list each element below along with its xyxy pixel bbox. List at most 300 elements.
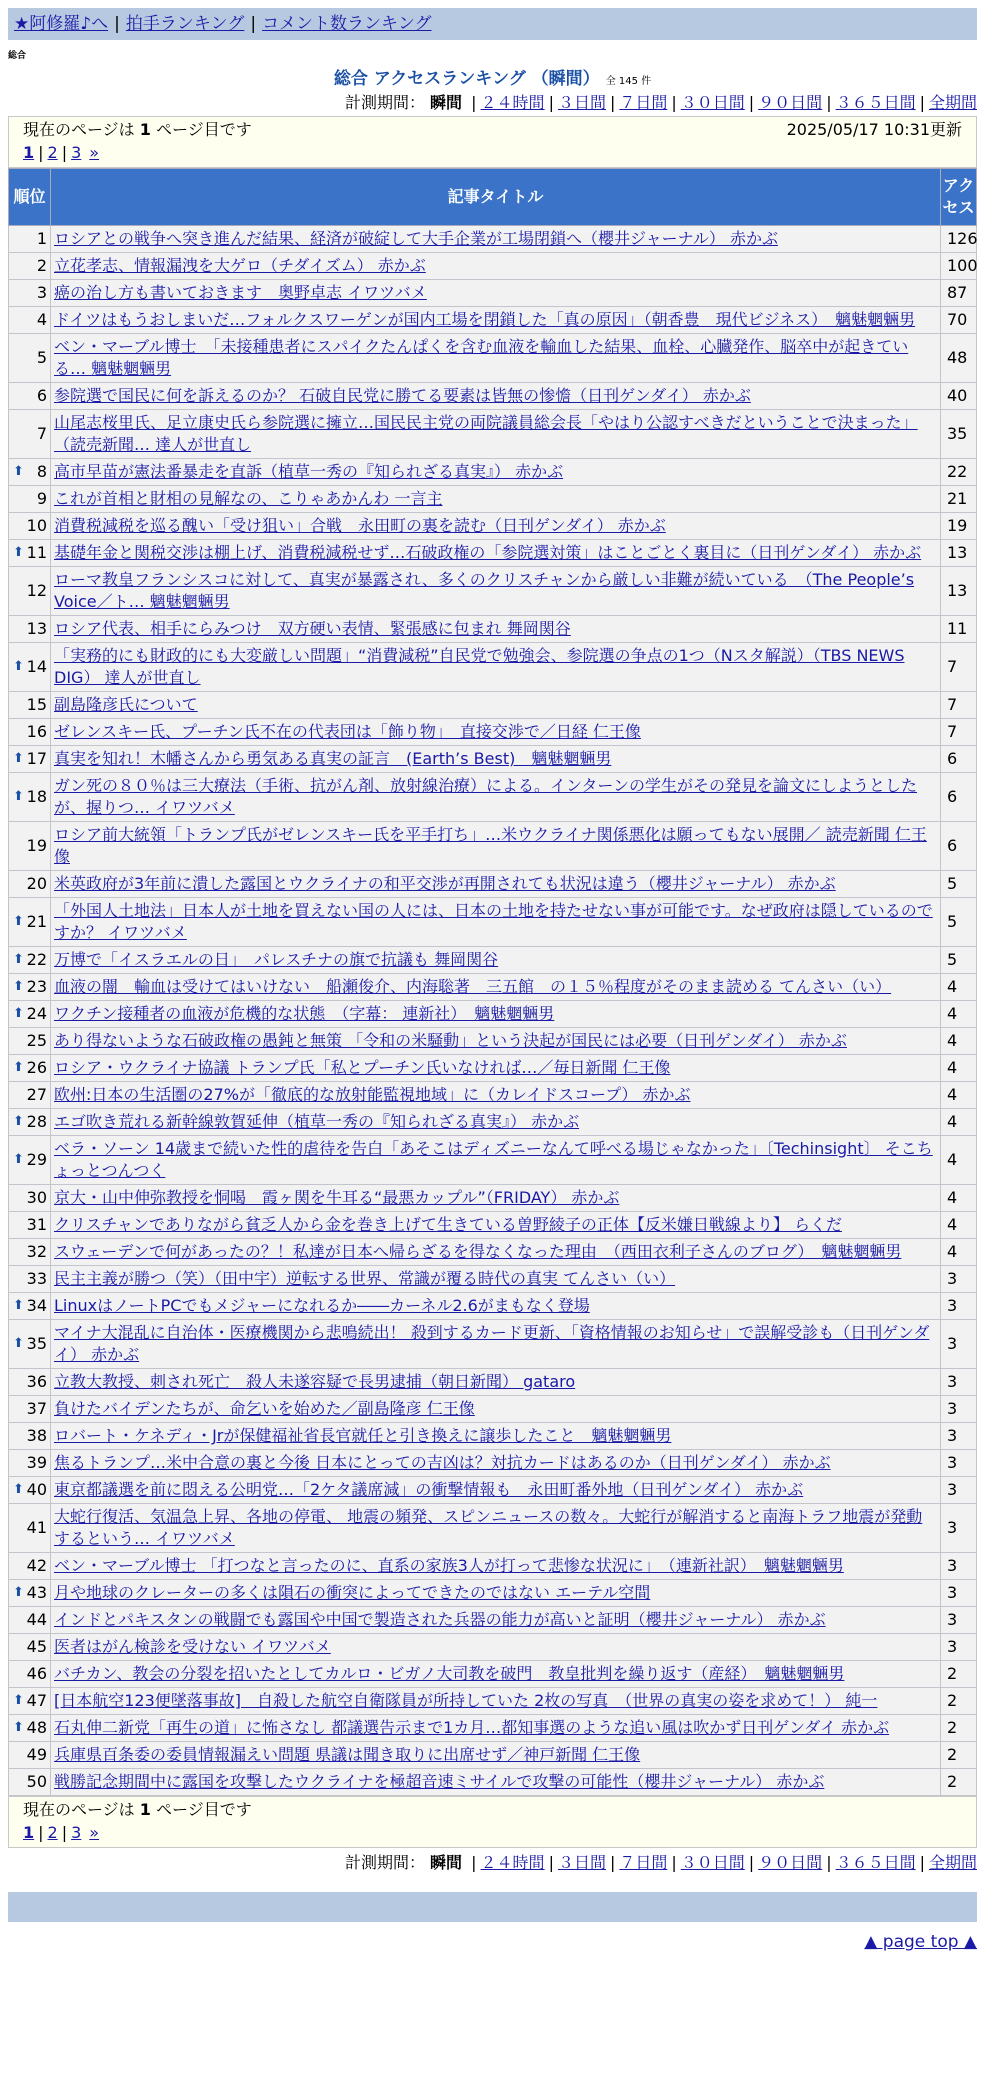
rank-number: 3 [36, 283, 47, 302]
rank-number: 31 [26, 1215, 47, 1234]
period-separator: | [671, 93, 677, 112]
title-cell [51, 898, 941, 947]
rank-number: 28 [26, 1112, 47, 1131]
title-cell [51, 871, 941, 898]
title-cell [51, 513, 941, 540]
up-arrow-icon: ⬆ [13, 914, 24, 929]
table-row [9, 1266, 977, 1293]
rank-cell [9, 746, 51, 773]
table-row [9, 1212, 977, 1239]
title-cell [51, 1109, 941, 1136]
period-separator: | [609, 93, 616, 112]
article-link[interactable]: 真実を知れ！木幡さんから勇気ある真実の証言 (Earth’s Best) 魑魅魍魎男 [54, 749, 612, 768]
title-cell [51, 1266, 941, 1293]
article-link[interactable]: ローマ教皇フランシスコに対して、真実が暴露され、多くのクリスチャンから厳しい非難が続いている （The People’s Voice／ト… 魑魅魍魎男 [54, 570, 915, 611]
table-row [9, 1136, 977, 1185]
up-arrow-icon: ⬆ [13, 1114, 24, 1129]
access-count: 7 [941, 719, 977, 746]
title-cell [51, 226, 941, 253]
access-count: 2 [941, 1688, 977, 1715]
article-link[interactable]: 高市早苗が憲法番暴走を直訴（植草一秀の『知られざる真実』） 赤かぶ [54, 462, 564, 481]
title-cell [51, 643, 941, 692]
up-arrow-icon: ⬆ [13, 1006, 24, 1021]
section-label: 総合 [8, 51, 27, 61]
rank-cell [9, 513, 51, 540]
table-row [9, 643, 977, 692]
rank-number: 45 [26, 1637, 47, 1656]
article-link[interactable]: 癌の治し方も書いておきます 奥野卓志 イワツバメ [54, 283, 427, 302]
title-cell [51, 410, 941, 459]
up-arrow-icon: ⬆ [13, 1298, 24, 1313]
title-cell [51, 1450, 941, 1477]
rank-number: 44 [26, 1610, 47, 1629]
page-link[interactable]: 2 [47, 1823, 58, 1842]
title-cell [51, 1136, 941, 1185]
title-cell [51, 1715, 941, 1742]
rank-number: 38 [26, 1426, 47, 1445]
rank-cell [9, 1661, 51, 1688]
article-link[interactable]: 大蛇行復活、気温急上昇、各地の停電、 地震の頻発、スピンニュースの数々。大蛇行が解消すると南海トラフ地震が発動するという… イワツバメ [54, 1507, 923, 1548]
article-link[interactable]: 戦勝記念期間中に露国を攻撃したウクライナを極超音速ミサイルで攻撃の可能性（櫻井ジャーナル） 赤かぶ [54, 1772, 825, 1791]
rank-number: 20 [26, 874, 47, 893]
rank-cell [9, 1607, 51, 1634]
article-link[interactable]: ベラ・ソーン 14歳まで続いた性的虐待を告白「あそこはディズニーなんて呼べる場じゃなかった」〔Techinsight〕 そこちょっとつんつく [54, 1139, 933, 1180]
rank-number: 5 [36, 348, 47, 367]
table-row [9, 1109, 977, 1136]
rank-cell [9, 567, 51, 616]
table-row [9, 1607, 977, 1634]
rank-cell [9, 1396, 51, 1423]
access-count: 2 [941, 1742, 977, 1769]
rank-number: 22 [26, 950, 47, 969]
article-link[interactable]: ロシア代表、相手にらみつけ 双方硬い表情、緊張感に包まれ 舞岡関谷 [54, 619, 571, 638]
article-link[interactable]: 消費税減税を巡る醜い「受け狙い」合戦 永田町の裏を読む（日刊ゲンダイ） 赤かぶ [54, 516, 666, 535]
period-link[interactable]: 全期間 [928, 1853, 977, 1872]
rank-cell [9, 410, 51, 459]
title-cell [51, 253, 941, 280]
table-row [9, 307, 977, 334]
access-count: 40 [941, 383, 977, 410]
page-top-link[interactable]: ▲ page top ▲ [864, 1932, 977, 1952]
rank-cell [9, 1055, 51, 1082]
period-separator: | [609, 1853, 616, 1872]
rank-number: 6 [36, 386, 47, 405]
table-row [9, 383, 977, 410]
period-link[interactable]: ３６５日間 [835, 1853, 916, 1872]
access-count: 4 [941, 1055, 977, 1082]
access-count: 3 [941, 1320, 977, 1369]
rank-cell [9, 307, 51, 334]
rank-number: 41 [26, 1518, 47, 1537]
page-links [23, 141, 962, 165]
rank-cell [9, 1212, 51, 1239]
title-cell [51, 334, 941, 383]
rank-cell [9, 692, 51, 719]
access-count: 100 [941, 253, 977, 280]
table-row [9, 280, 977, 307]
rank-cell [9, 1688, 51, 1715]
article-link[interactable]: 副島隆彦氏について [54, 695, 198, 714]
period-current: 瞬間 [430, 93, 463, 112]
title-cell [51, 1580, 941, 1607]
article-link[interactable]: 基礎年金と関税交渉は棚上げ、消費税減税せず…石破政権の「参院選対策」はことごとく裏目に（日刊ゲンダイ） 赤かぶ [54, 543, 922, 562]
period-separator: | [548, 1853, 554, 1872]
article-link[interactable]: LinuxはノートPCでもメジャーになれるか――カーネル2.6がまもなく登場 [54, 1296, 590, 1315]
period-link[interactable]: ３６５日間 [835, 93, 916, 112]
article-link[interactable]: あり得ないような石破政権の愚鈍と無策 「令和の米騒動」という決起が国民には必要（日刊ゲンダイ） 赤かぶ [54, 1031, 847, 1050]
article-link[interactable]: 米英政府が3年前に潰した露国とウクライナの和平交渉が再開されても状況は違う（櫻井ジャーナル） 赤かぶ [54, 874, 836, 893]
rank-number: 14 [26, 657, 47, 676]
rank-number: 8 [36, 462, 47, 481]
title-cell [51, 1001, 941, 1028]
rank-number: 32 [26, 1242, 47, 1261]
rank-number: 42 [26, 1556, 47, 1575]
rank-cell [9, 719, 51, 746]
page-link[interactable]: 3 [71, 1823, 82, 1842]
page-status: 現在のページは 1 ページ目です [23, 120, 252, 139]
rank-number: 2 [36, 256, 47, 275]
title-cell [51, 280, 941, 307]
title-cell [51, 1477, 941, 1504]
up-arrow-icon: ⬆ [13, 659, 24, 674]
nav-link-comment-ranking[interactable]: コメント数ランキング [262, 14, 432, 34]
article-link[interactable]: バチカン、教会の分裂を招いたとしてカルロ・ビガノ大司教を破門 教皇批判を繰り返す（産経） 魑魅魍魎男 [54, 1664, 845, 1683]
period-link[interactable]: ３日間 [557, 93, 606, 112]
table-row [9, 1082, 977, 1109]
access-count: 87 [941, 280, 977, 307]
page-link[interactable]: 3 [71, 143, 82, 162]
rank-number: 11 [26, 543, 47, 562]
table-row [9, 1055, 977, 1082]
rank-cell [9, 947, 51, 974]
rank-number: 50 [26, 1772, 47, 1791]
article-link[interactable]: 京大・山中伸弥教授を恫喝 霞ヶ関を牛耳る“最悪カップル”（FRIDAY） 赤かぶ [54, 1188, 620, 1207]
access-count: 2 [941, 1715, 977, 1742]
rank-cell [9, 1634, 51, 1661]
access-count: 6 [941, 773, 977, 822]
table-row [9, 871, 977, 898]
next-page-link[interactable]: » [89, 1823, 100, 1842]
article-link[interactable]: 立花孝志、情報漏洩を大ゲロ（チダイズム） 赤かぶ [54, 256, 426, 275]
article-link[interactable]: 石丸伸二新党「再生の道」に怖さなし 都議選告示まで1カ月…都知事選のような追い風は吹かず日刊ゲンダイ 赤かぶ [54, 1718, 890, 1737]
rank-cell [9, 1580, 51, 1607]
article-link[interactable]: ロシア前大統領「トランプ氏がゼレンスキー氏を平手打ち」…米ウクライナ関係悪化は願ってもない展開／ 読売新聞 仁王像 [54, 825, 927, 866]
article-link[interactable]: ロシア・ウクライナ協議 トランプ氏「私とプーチン氏いなければ…／毎日新聞 仁王像 [54, 1058, 671, 1077]
access-count: 48 [941, 334, 977, 383]
up-arrow-icon: ⬆ [13, 1152, 24, 1167]
period-link[interactable]: ９０日間 [758, 93, 823, 112]
title-cell [51, 1553, 941, 1580]
table-row [9, 1293, 977, 1320]
title-cell [51, 1769, 941, 1796]
title-cell [51, 1185, 941, 1212]
bottom-bar [8, 1892, 977, 1922]
article-link[interactable]: 民主主義が勝つ（笑）（田中宇）逆転する世界、常識が覆る時代の真実 てんさい（い） [54, 1269, 676, 1288]
title-cell [51, 1742, 941, 1769]
rank-cell [9, 280, 51, 307]
access-count: 22 [941, 459, 977, 486]
article-link[interactable]: [日本航空123便墜落事故] 自殺した航空自衛隊員が所持していた 2枚の写真 （世界の真実の姿を求めて！） 純一 [54, 1691, 878, 1710]
article-link[interactable]: クリスチャンでありながら貧乏人から金を巻き上げて生きている曽野綾子の正体【反米嫌日戦線より】 らくだ [54, 1215, 842, 1234]
rank-number: 1 [36, 229, 47, 248]
title-cell [51, 383, 941, 410]
article-link[interactable]: ロバート・ケネディ・Jrが保健福祉省長官就任と引き換えに譲歩したこと 魑魅魍魎男 [54, 1426, 672, 1445]
page-link[interactable]: 1 [23, 143, 35, 162]
title-cell [51, 1607, 941, 1634]
next-page-link[interactable]: » [89, 143, 100, 162]
access-count: 3 [941, 1369, 977, 1396]
up-arrow-icon: ⬆ [13, 545, 24, 560]
rank-cell [9, 383, 51, 410]
table-row [9, 226, 977, 253]
table-row [9, 1396, 977, 1423]
up-arrow-icon: ⬆ [13, 1482, 24, 1497]
rank-cell [9, 1239, 51, 1266]
title-cell [51, 1239, 941, 1266]
access-count: 6 [941, 822, 977, 871]
access-count: 13 [941, 567, 977, 616]
table-row [9, 773, 977, 822]
article-link[interactable]: インドとパキスタンの戦闘でも露国や中国で製造された兵器の能力が高いと証明（櫻井ジャーナル） 赤かぶ [54, 1610, 826, 1629]
access-count: 7 [941, 692, 977, 719]
title-cell [51, 1634, 941, 1661]
table-header-row [9, 169, 977, 226]
pager-top [8, 116, 977, 168]
ranking-table [8, 168, 977, 1796]
title-cell [51, 1082, 941, 1109]
table-row [9, 1239, 977, 1266]
title-cell [51, 692, 941, 719]
period-separator: | [919, 93, 925, 112]
title-cell [51, 486, 941, 513]
period-separator: | [748, 1853, 755, 1872]
period-link[interactable]: ２４時間 [480, 93, 545, 112]
access-count: 3 [941, 1607, 977, 1634]
article-link[interactable]: 血液の闇 輸血は受けてはいけない 船瀬俊介、内海聡著 三五館 の１５％程度がそのまま読める てんさい（い） [54, 977, 892, 996]
table-row [9, 513, 977, 540]
title-cell [51, 1688, 941, 1715]
article-link[interactable]: エゴ吹き荒れる新幹線敦賀延伸（植草一秀の『知られざる真実』） 赤かぶ [54, 1112, 580, 1131]
article-link[interactable]: 「外国人土地法」日本人が土地を買えない国の人には、日本の土地を持たせない事が可能です。なぜ政府は隠しているのですか？ イワツバメ [54, 901, 933, 942]
table-row [9, 974, 977, 1001]
access-count: 4 [941, 1136, 977, 1185]
table-row [9, 1688, 977, 1715]
pager-bottom [8, 1796, 977, 1848]
access-count: 4 [941, 1239, 977, 1266]
article-link[interactable]: 立教大教授、刺され死亡 殺人未遂容疑で長男逮捕（朝日新聞） gataro [54, 1372, 576, 1391]
access-count: 3 [941, 1634, 977, 1661]
rank-number: 9 [36, 489, 47, 508]
title-cell [51, 947, 941, 974]
title-cell [51, 1423, 941, 1450]
period-link[interactable]: ３０日間 [680, 1853, 745, 1872]
article-link[interactable]: 医者はがん検診を受けない イワツバメ [54, 1637, 331, 1656]
period-link[interactable]: ９０日間 [758, 1853, 823, 1872]
table-row [9, 486, 977, 513]
article-link[interactable]: スウェーデンで何があったの？！私達が日本へ帰らざるを得なくなった理由 （西田衣利子さんのブログ） 魑魅魍魎男 [54, 1242, 902, 1261]
rank-number: 27 [26, 1085, 47, 1104]
table-row [9, 898, 977, 947]
article-link[interactable]: 「実務的にも財政的にも大変厳しい問題」“消費減税”自民党で勉強会、参院選の争点の1つ（Nスタ解説）（TBS NEWS DIG） 達人が世直し [54, 646, 905, 687]
rank-number: 46 [26, 1664, 47, 1683]
rank-cell [9, 334, 51, 383]
access-count: 3 [941, 1477, 977, 1504]
rank-number: 40 [26, 1480, 47, 1499]
rank-number: 21 [26, 912, 47, 931]
page-separator: | [38, 1823, 44, 1842]
rank-number: 47 [26, 1691, 47, 1710]
access-count: 19 [941, 513, 977, 540]
access-count: 3 [941, 1450, 977, 1477]
rank-cell [9, 1450, 51, 1477]
article-link[interactable]: 焦るトランプ…米中合意の裏と今後 日本にとっての吉凶は？対抗カードはあるのか（日刊ゲンダイ） 赤かぶ [54, 1453, 831, 1472]
period-link[interactable]: ３０日間 [680, 93, 745, 112]
article-link[interactable]: ゼレンスキー氏、プーチン氏不在の代表団は「飾り物」 直接交渉で／日経 仁王像 [54, 722, 641, 741]
up-arrow-icon: ⬆ [13, 1720, 24, 1735]
period-separator: | [919, 1853, 925, 1872]
table-row [9, 746, 977, 773]
table-row [9, 1742, 977, 1769]
title-cell [51, 307, 941, 334]
title-cell [51, 746, 941, 773]
article-link[interactable]: マイナ大混乱に自治体・医療機関から悲鳴続出！ 殺到するカード更新、「資格情報のお知らせ」で誤解受診も（日刊ゲンダイ） 赤かぶ [54, 1323, 930, 1364]
up-arrow-icon: ⬆ [13, 1060, 24, 1075]
access-count: 3 [941, 1553, 977, 1580]
article-link[interactable]: 欧州:日本の生活圏の27%が「徹底的な放射能監視地域」に（カレイドスコープ） 赤かぶ [54, 1085, 691, 1104]
rank-number: 24 [26, 1004, 47, 1023]
period-separator: | [826, 93, 832, 112]
access-count: 4 [941, 1028, 977, 1055]
total-count: 全 145 件 [605, 76, 652, 87]
rank-cell [9, 226, 51, 253]
rank-cell [9, 540, 51, 567]
page-link[interactable]: 1 [23, 1823, 35, 1842]
table-row [9, 692, 977, 719]
article-link[interactable]: ロシアとの戦争へ突き進んだ結果、経済が破綻して大手企業が工場閉鎖へ（櫻井ジャーナル） 赤かぶ [54, 229, 778, 248]
table-row [9, 719, 977, 746]
rank-cell [9, 1109, 51, 1136]
article-link[interactable]: これが首相と財相の見解なの、こりゃあかんわ 一言主 [54, 489, 443, 508]
rank-cell [9, 253, 51, 280]
page-separator: | [61, 1823, 68, 1842]
access-count: 70 [941, 307, 977, 334]
article-link[interactable]: ドイツはもうおしまいだ…フォルクスワーゲンが国内工場を閉鎖した「真の原因」（朝香豊 現代ビジネス） 魑魅魍魎男 [54, 310, 916, 329]
access-count: 2 [941, 1769, 977, 1796]
period-separator: | [471, 1853, 477, 1872]
period-link[interactable]: ２４時間 [480, 1853, 545, 1872]
page-link[interactable]: 2 [47, 143, 58, 162]
access-count: 3 [941, 1266, 977, 1293]
period-selector-bottom [8, 1852, 977, 1874]
access-count: 126 [941, 226, 977, 253]
up-arrow-icon: ⬆ [13, 979, 24, 994]
access-count: 3 [941, 1423, 977, 1450]
access-count: 4 [941, 974, 977, 1001]
period-separator: | [826, 1853, 832, 1872]
article-link[interactable]: 参院選で国民に何を訴えるのか？ 石破自民党に勝てる要素は皆無の惨憺（日刊ゲンダイ） 赤かぶ [54, 386, 751, 405]
title-cell [51, 540, 941, 567]
access-count: 5 [941, 898, 977, 947]
nav-link-clap-ranking[interactable]: 拍手ランキング [125, 14, 245, 34]
access-count: 7 [941, 643, 977, 692]
rank-number: 30 [26, 1188, 47, 1207]
title-cell [51, 822, 941, 871]
title-cell [51, 1661, 941, 1688]
table-row [9, 1769, 977, 1796]
table-row [9, 1715, 977, 1742]
article-link[interactable]: 月や地球のクレーターの多くは隕石の衝突によってできたのではない エーテル空間 [54, 1583, 651, 1602]
header-access: アクセス [941, 169, 977, 226]
rank-cell [9, 1477, 51, 1504]
page-separator: | [61, 143, 68, 162]
rank-number: 15 [26, 695, 47, 714]
article-link[interactable]: 負けたバイデンたちが、命乞いを始めた／副島隆彦 仁王像 [54, 1399, 475, 1418]
page-top-row [8, 1932, 977, 1962]
up-arrow-icon: ⬆ [13, 789, 24, 804]
page-status: 現在のページは 1 ページ目です [23, 1800, 252, 1819]
article-link[interactable]: 万博で「イスラエルの日」 パレスチナの旗で抗議も 舞岡関谷 [54, 950, 499, 969]
rank-cell [9, 643, 51, 692]
rank-number: 34 [26, 1296, 47, 1315]
title-cell [51, 1212, 941, 1239]
access-count: 3 [941, 1396, 977, 1423]
rank-number: 39 [26, 1453, 47, 1472]
article-link[interactable]: 山尾志桜里氏、足立康史氏ら参院選に擁立…国民民主党の両院議員総会長「やはり公認すべきだということで決まった」（読売新聞… 達人が世直し [54, 413, 918, 454]
table-row [9, 947, 977, 974]
rank-cell [9, 1769, 51, 1796]
access-count: 4 [941, 1109, 977, 1136]
title-cell [51, 1369, 941, 1396]
nav-link-asyura[interactable]: ★阿修羅♪へ [14, 14, 109, 34]
rank-cell [9, 1423, 51, 1450]
rank-cell [9, 974, 51, 1001]
rank-number: 25 [26, 1031, 47, 1050]
title-cell [51, 1504, 941, 1553]
article-link[interactable]: ワクチン接種者の血液が危機的な状態 （字幕： 連新社） 魑魅魍魎男 [54, 1004, 555, 1023]
period-separator: | [471, 93, 477, 112]
rank-cell [9, 1136, 51, 1185]
access-count: 4 [941, 1185, 977, 1212]
period-link[interactable]: ３日間 [557, 1853, 606, 1872]
title-cell [51, 1396, 941, 1423]
article-link[interactable]: 兵庫県百条委の委員情報漏えい問題 県議は聞き取りに出席せず／神戸新聞 仁王像 [54, 1745, 641, 1764]
rank-cell [9, 1742, 51, 1769]
rank-cell [9, 486, 51, 513]
page-separator: | [38, 143, 44, 162]
rank-cell [9, 773, 51, 822]
title-cell [51, 1320, 941, 1369]
rank-number: 13 [26, 619, 47, 638]
period-link[interactable]: ７日間 [619, 93, 668, 112]
title-cell [51, 1028, 941, 1055]
period-label: 計測期間： [344, 93, 425, 112]
table-row [9, 1369, 977, 1396]
rank-number: 18 [26, 787, 47, 806]
period-separator: | [548, 93, 554, 112]
header-rank: 順位 [9, 169, 51, 226]
rank-number: 26 [26, 1058, 47, 1077]
article-link[interactable]: 東京都議選を前に悶える公明党…「2ケタ議席減」の衝撃情報も 永田町番外地（日刊ゲンダイ） 赤かぶ [54, 1480, 804, 1499]
article-link[interactable]: ガン死の８０％は三大療法（手術、抗がん剤、放射線治療）による。インターンの学生がその発見を論文にしようとしたが、握りつ… イワツバメ [54, 776, 918, 817]
access-count: 3 [941, 1580, 977, 1607]
period-link[interactable]: 全期間 [928, 93, 977, 112]
rank-cell [9, 1001, 51, 1028]
article-link[interactable]: ベン・マーブル博士 「打つなと言ったのに、直系の家族3人が打って悲惨な状況に」 （連新社訳） 魑魅魍魎男 [54, 1556, 844, 1575]
rank-cell [9, 898, 51, 947]
article-link[interactable]: ベン・マーブル博士 「未接種患者にスパイクたんぱくを含む血液を輸血した結果、血栓、心臓発作、脳卒中が起きている… 魑魅魍魎男 [54, 337, 909, 378]
period-link[interactable]: ７日間 [619, 1853, 668, 1872]
access-count: 2 [941, 1661, 977, 1688]
